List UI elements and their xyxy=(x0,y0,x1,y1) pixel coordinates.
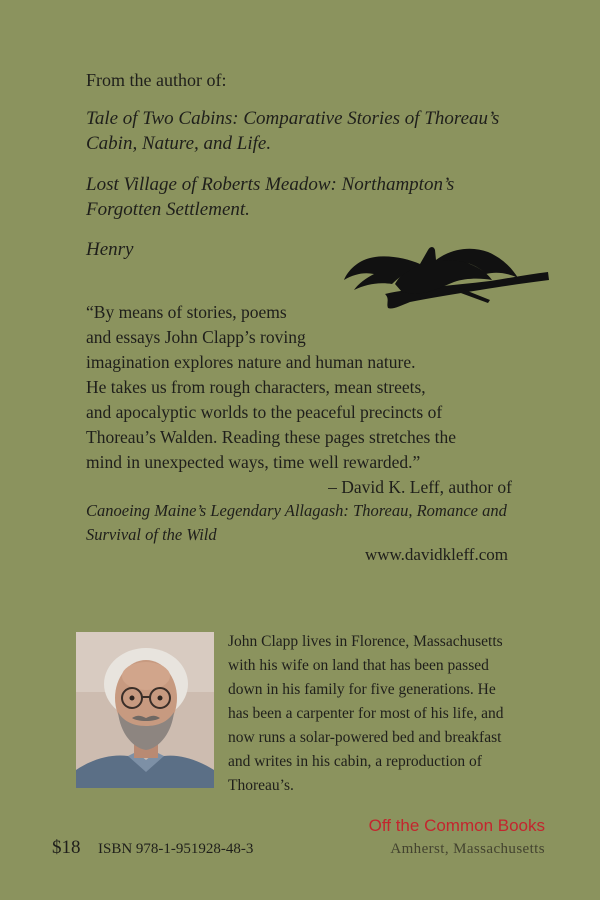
quote-attribution: – David K. Leff, author of xyxy=(328,477,512,497)
author-left-eye xyxy=(130,696,135,701)
bio-line: Thoreau’s. xyxy=(228,777,294,794)
bio-line: has been a carpenter for most of his life, and xyxy=(228,705,504,722)
author-bio xyxy=(228,630,528,798)
bio-line: now runs a solar-powered bed and breakfast xyxy=(228,729,502,746)
book-title-2: Lost Village of Roberts Meadow: Northampton’s Forgotten Settlement. xyxy=(86,174,455,220)
quote-line: “By means of stories, poems xyxy=(86,302,287,322)
review-quote xyxy=(86,300,526,475)
price: $18 xyxy=(52,837,81,858)
quote-line: and apocalyptic worlds to the peaceful precincts of xyxy=(86,402,443,422)
bio-line: John Clapp lives in Florence, Massachusetts xyxy=(228,633,503,650)
author-forehead xyxy=(122,662,170,690)
quote-source-book: Canoeing Maine’s Legendary Allagash: Thoreau, Romance and Survival of the Wild xyxy=(86,501,507,544)
isbn: ISBN 978-1-951928-48-3 xyxy=(98,841,254,857)
intro-heading: From the author of: xyxy=(86,70,227,90)
book-title-1: Tale of Two Cabins: Comparative Stories of Thoreau’s Cabin, Nature, and Life. xyxy=(86,108,500,154)
quote-line: Thoreau’s Walden. Reading these pages stretches the xyxy=(86,427,457,447)
quote-line: mind in unexpected ways, time well rewarded.” xyxy=(86,452,421,472)
publisher-name: Off the Common Books xyxy=(368,816,545,835)
author-photo xyxy=(76,632,214,788)
book-title-3: Henry xyxy=(86,239,134,260)
reviewer-website: www.davidkleff.com xyxy=(364,545,508,564)
bio-line: down in his family for five generations. He xyxy=(228,681,496,698)
quote-line: imagination explores nature and human nature. xyxy=(86,352,416,372)
bio-line: with his wife on land that has been passed xyxy=(228,657,489,674)
bio-line: and writes in his cabin, a reproduction of xyxy=(228,753,482,770)
quote-line: and essays John Clapp’s roving xyxy=(86,327,306,347)
quote-line: He takes us from rough characters, mean streets, xyxy=(86,377,426,397)
author-right-eye xyxy=(158,696,163,701)
publisher-location: Amherst, Massachusetts xyxy=(390,841,545,857)
